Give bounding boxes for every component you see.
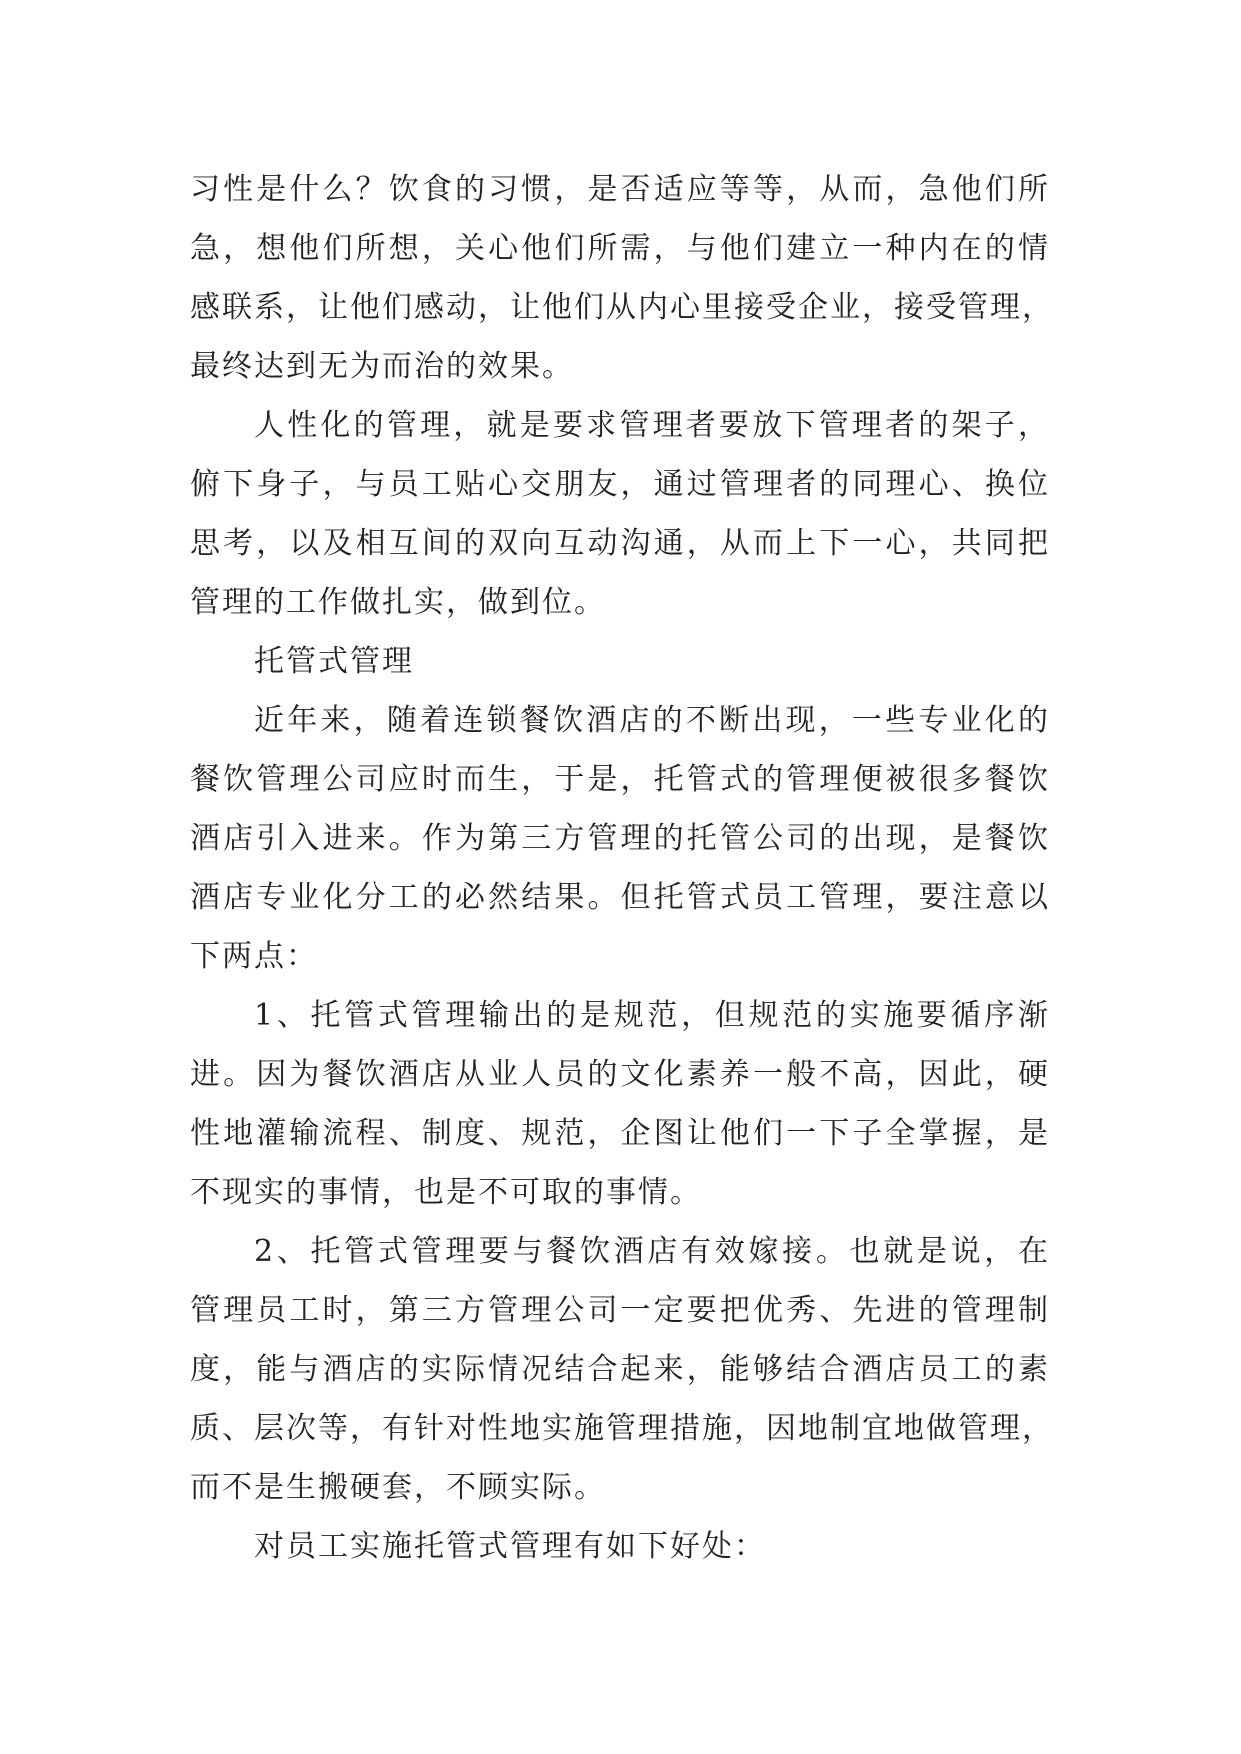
text-line: 习性是什么？饮食的习惯，是否适应等等，从而，急他们所 <box>190 172 1050 207</box>
text-line: 1、托管式管理输出的是规范，但规范的实施要循序渐 <box>254 998 1050 1033</box>
text-line: 管理的工作做扎实，做到位。 <box>190 585 606 620</box>
text-line: 而不是生搬硬套，不顾实际。 <box>190 1470 606 1505</box>
text-line: 人性化的管理，就是要求管理者要放下管理者的架子， <box>254 408 1050 443</box>
text-line: 餐饮管理公司应时而生，于是，托管式的管理便被很多餐饮 <box>190 762 1050 797</box>
text-line: 思考，以及相互间的双向互动沟通，从而上下一心，共同把 <box>190 526 1050 561</box>
paragraph <box>190 1517 1050 1576</box>
paragraph <box>190 986 1050 1222</box>
text-line: 下两点： <box>190 939 318 974</box>
text-line: 急，想他们所想，关心他们所需，与他们建立一种内在的情 <box>190 231 1050 266</box>
text-line: 酒店专业化分工的必然结果。但托管式员工管理，要注意以 <box>190 880 1050 915</box>
paragraph <box>190 1222 1054 1517</box>
text-line: 酒店引入进来。作为第三方管理的托管公司的出现，是餐饮 <box>190 821 1050 856</box>
text-line: 最终达到无为而治的效果。 <box>190 349 574 384</box>
text-line: 度，能与酒店的实际情况结合起来，能够结合酒店员工的素 <box>190 1352 1050 1387</box>
section-heading <box>190 632 1050 691</box>
text-line: 进。因为餐饮酒店从业人员的文化素养一般不高，因此，硬 <box>190 1057 1050 1092</box>
text-line: 性地灌输流程、制度、规范，企图让他们一下子全掌握，是 <box>190 1116 1050 1151</box>
text-line: 管理员工时，第三方管理公司一定要把优秀、先进的管理制 <box>190 1293 1050 1328</box>
paragraph <box>190 691 1050 986</box>
text-line: 对员工实施托管式管理有如下好处： <box>254 1529 766 1564</box>
paragraph <box>190 396 1050 632</box>
text-line: 俯下身子，与员工贴心交朋友，通过管理者的同理心、换位 <box>190 467 1050 502</box>
text-line: 质、层次等，有针对性地实施管理措施，因地制宜地做管理， <box>190 1411 1054 1446</box>
text-line: 感联系，让他们感动，让他们从内心里接受企业，接受管理， <box>190 290 1054 325</box>
heading-text: 托管式管理 <box>254 644 414 679</box>
text-line: 近年来，随着连锁餐饮酒店的不断出现，一些专业化的 <box>254 703 1050 738</box>
document-body <box>190 160 1054 1576</box>
text-line: 2、托管式管理要与餐饮酒店有效嫁接。也就是说，在 <box>254 1234 1050 1269</box>
text-line: 不现实的事情，也是不可取的事情。 <box>190 1175 702 1210</box>
paragraph <box>190 160 1054 396</box>
